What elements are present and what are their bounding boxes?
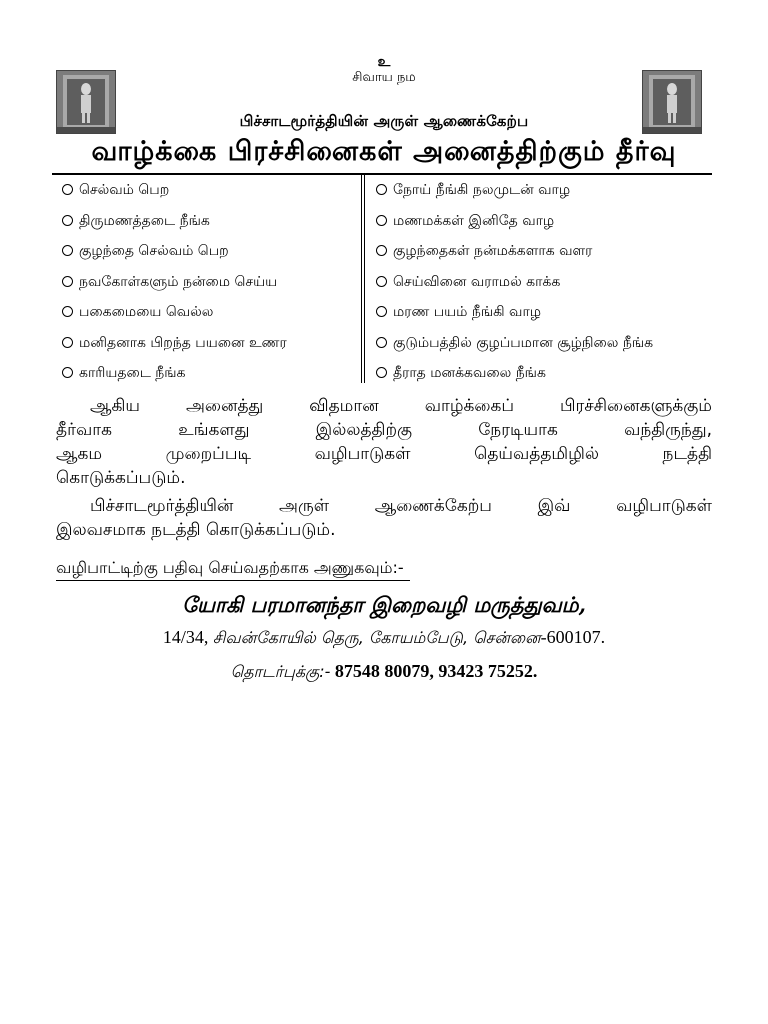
circle-bullet-icon <box>376 337 387 348</box>
contact-phones: 87548 80079, 93423 75252. <box>334 661 538 681</box>
description-paragraph <box>56 394 712 490</box>
circle-bullet-icon <box>376 276 387 287</box>
address-line <box>0 627 768 649</box>
remedy-item: செய்வினை வராமல் காக்க <box>366 267 712 298</box>
blessing-line: பிச்சாடமூர்த்தியின் அருள் ஆணைக்கேற்ப <box>239 112 529 130</box>
circle-bullet-icon <box>376 367 387 378</box>
remedy-item: மணமக்கள் இனிதே வாழ <box>366 206 712 237</box>
circle-bullet-icon <box>62 306 73 317</box>
paragraph-line: ஆகம முறைப்படி வழிபாடுகள் தெய்வத்தமிழில் நடத்தி <box>56 444 712 464</box>
column-divider <box>364 175 365 383</box>
invocation-text: சிவாய நம <box>352 70 416 85</box>
circle-bullet-icon <box>376 215 387 226</box>
remedy-item: குழந்தைகள் நன்மக்களாக வளர <box>366 236 712 267</box>
circle-bullet-icon <box>62 337 73 348</box>
remedy-item: குடும்பத்தில் குழப்பமான சூழ்நிலை நீங்க <box>366 328 712 359</box>
pillaiyar-suzhi-symbol: உ <box>377 54 391 70</box>
remedies-right-column <box>366 175 712 389</box>
circle-bullet-icon <box>376 245 387 256</box>
circle-bullet-icon <box>376 184 387 195</box>
column-divider <box>361 175 362 383</box>
organization-name: யோகி பரமானந்தா இறைவழி மருத்துவம், <box>182 592 586 617</box>
remedy-item: மரண பயம் நீங்கி வாழ <box>366 297 712 328</box>
address-street: சிவன்கோயில் தெரு, கோயம்பேடு, சென்னை <box>212 628 541 647</box>
remedy-item: பகைமையை வெல்ல <box>52 297 360 328</box>
address-number: 14/34, <box>162 627 209 647</box>
remedy-item: நவகோள்களும் நன்மை செய்ய <box>52 267 360 298</box>
circle-bullet-icon <box>376 306 387 317</box>
page-title: வாழ்க்கை பிரச்சினைகள் அனைத்திற்கும் தீர்வு <box>91 136 677 167</box>
circle-bullet-icon <box>62 215 73 226</box>
remedy-item: காரியதடை நீங்க <box>52 358 360 389</box>
circle-bullet-icon <box>62 367 73 378</box>
paragraph-line: ஆகிய அனைத்து விதமான வாழ்க்கைப் பிரச்சினைகளுக்கும் <box>90 396 712 416</box>
contact-line <box>0 661 768 683</box>
address-pin: -600107. <box>540 627 606 647</box>
remedies-left-column <box>52 175 360 389</box>
remedy-item: மனிதனாக பிறந்த பயனை உணர <box>52 328 360 359</box>
remedy-item: நோய் நீங்கி நலமுடன் வாழ <box>366 175 712 206</box>
remedy-item: செல்வம் பெற <box>52 175 360 206</box>
paragraph-line: பிச்சாடமூர்த்தியின் அருள் ஆணைக்கேற்ப இவ் வழிபாடுகள் <box>90 496 712 516</box>
contact-label: தொடர்புக்கு:- <box>230 662 331 681</box>
circle-bullet-icon <box>62 184 73 195</box>
circle-bullet-icon <box>62 245 73 256</box>
paragraph-line: கொடுக்கப்படும். <box>56 468 186 488</box>
remedy-item: தீராத மனக்கவலை நீங்க <box>366 358 712 389</box>
paragraph-line: இலவசமாக நடத்தி கொடுக்கப்படும். <box>56 520 336 540</box>
circle-bullet-icon <box>62 276 73 287</box>
remedy-item: திருமணத்தடை நீங்க <box>52 206 360 237</box>
remedy-item: குழந்தை செல்வம் பெற <box>52 236 360 267</box>
free-service-paragraph <box>56 494 712 542</box>
registration-note: வழிபாட்டிற்கு பதிவு செய்வதற்காக அணுகவும்:- <box>56 556 410 581</box>
paragraph-line: தீர்வாக உங்களது இல்லத்திற்கு நேரடியாக வந்திருந்து, <box>56 420 712 440</box>
